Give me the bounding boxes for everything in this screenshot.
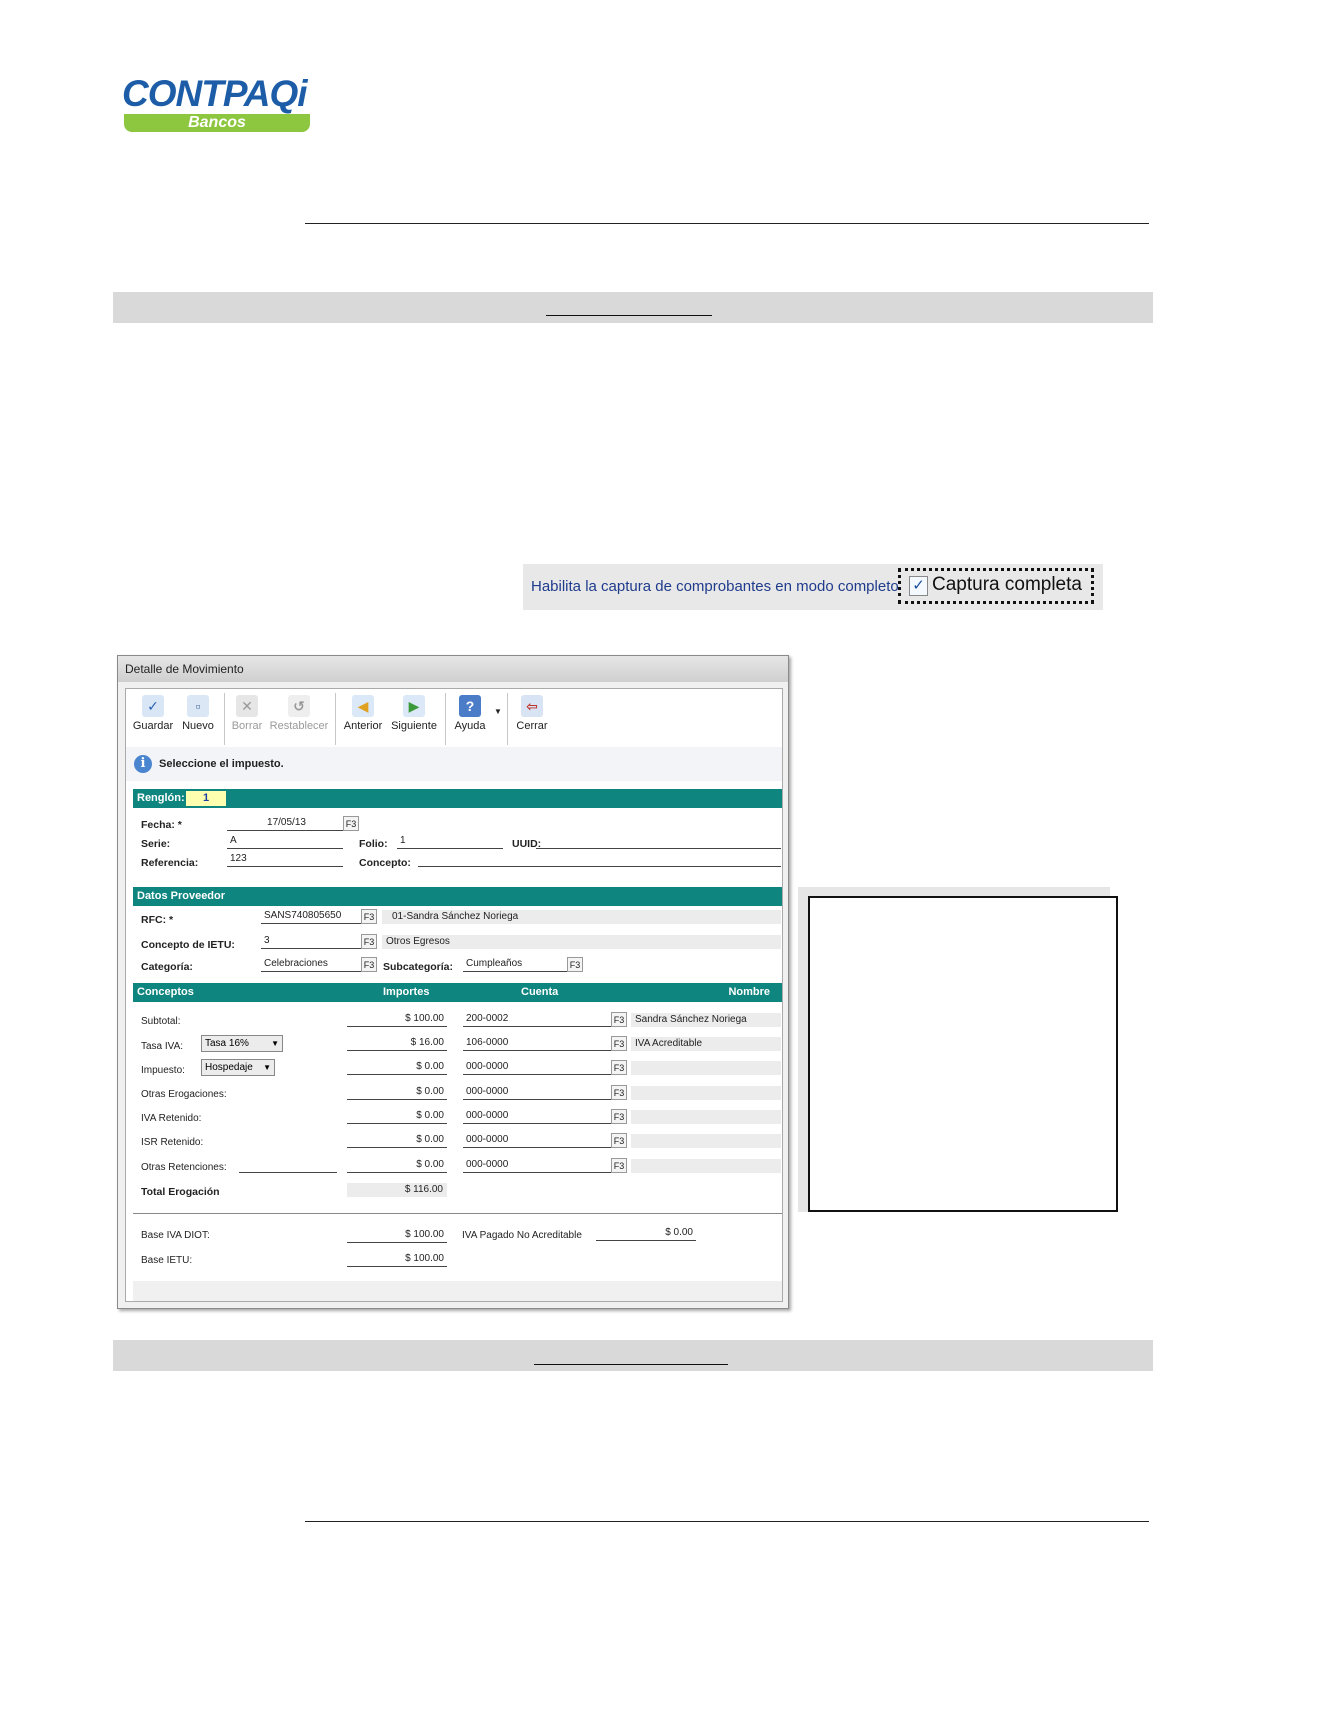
total-erogacion-label: Total Erogación: [141, 1186, 220, 1198]
captura-completa-checkbox[interactable]: ✓: [909, 576, 928, 596]
otras-erogaciones-f3-button[interactable]: F3: [611, 1085, 627, 1100]
renglon-value: 1: [186, 791, 226, 806]
serie-field[interactable]: A: [227, 834, 343, 849]
isr-retenido-nombre: [631, 1134, 781, 1148]
otras-retenciones-cuenta[interactable]: 000-0000: [463, 1158, 611, 1173]
impuesto-cuenta[interactable]: 000-0000: [463, 1060, 611, 1075]
toolbar-separator: [224, 693, 225, 745]
iva-retenido-f3-button[interactable]: F3: [611, 1109, 627, 1124]
otras-erogaciones-label: Otras Erogaciones:: [141, 1089, 227, 1100]
hint-text: Habilita la captura de comprobantes en modo completo: [531, 578, 899, 595]
cerrar-button[interactable]: ⇦ Cerrar: [512, 695, 552, 743]
logo-product: Bancos: [124, 114, 310, 132]
rfc-label: RFC: *: [141, 914, 174, 926]
concepto-ietu-nombre: Otros Egresos: [382, 935, 781, 949]
categoria-f3-button[interactable]: F3: [361, 957, 377, 972]
captura-completa-option[interactable]: [898, 568, 1094, 604]
exit-icon: ⇦: [521, 695, 543, 717]
folio-label: Folio:: [359, 838, 388, 850]
fecha-label: Fecha: *: [141, 819, 182, 831]
impuesto-label: Impuesto:: [141, 1065, 185, 1076]
tasa-iva-select[interactable]: Tasa 16% ▼: [201, 1035, 283, 1052]
otras-retenciones-importe[interactable]: $ 0.00: [347, 1158, 447, 1173]
subcategoria-label: Subcategoría:: [383, 961, 454, 973]
subtotal-f3-button[interactable]: F3: [611, 1012, 627, 1027]
footer-rule: [305, 1521, 1149, 1522]
iva-cuenta[interactable]: 106-0000: [463, 1036, 611, 1051]
base-ietu-label: Base IETU:: [141, 1255, 193, 1266]
otras-erogaciones-cuenta[interactable]: 000-0000: [463, 1085, 611, 1100]
fecha-f3-button[interactable]: F3: [343, 816, 359, 831]
rfc-nombre: 01-Sandra Sánchez Noriega: [382, 910, 781, 924]
impuesto-f3-button[interactable]: F3: [611, 1060, 627, 1075]
iva-retenido-cuenta[interactable]: 000-0000: [463, 1109, 611, 1124]
otras-retenciones-nombre: [631, 1159, 781, 1173]
toolbar-separator: [335, 693, 336, 745]
subtotal-label: Subtotal:: [141, 1016, 181, 1027]
siguiente-button[interactable]: ▶ Siguiente: [388, 695, 440, 743]
base-iva-diot-field[interactable]: $ 100.00: [347, 1228, 447, 1243]
window-title: Detalle de Movimiento: [118, 656, 788, 682]
info-icon: i: [134, 755, 152, 773]
ayuda-button[interactable]: ? Ayuda: [450, 695, 490, 743]
restablecer-button[interactable]: ↺ Restablecer: [268, 695, 330, 743]
iva-f3-button[interactable]: F3: [611, 1036, 627, 1051]
info-message-text: Seleccione el impuesto.: [159, 758, 284, 770]
base-ietu-field[interactable]: $ 100.00: [347, 1252, 447, 1267]
otras-erogaciones-nombre: [631, 1086, 781, 1100]
renglon-header: Renglón: 1: [133, 789, 782, 808]
logo-brand-i: i: [297, 73, 307, 114]
otras-retenciones-f3-button[interactable]: F3: [611, 1158, 627, 1173]
subtotal-nombre: Sandra Sánchez Noriega: [631, 1013, 781, 1027]
toolbar-separator: [445, 693, 446, 745]
concepto-field[interactable]: [418, 852, 781, 867]
logo-brand: CONTPAQ: [122, 73, 298, 114]
tasa-iva-label: Tasa IVA:: [141, 1041, 184, 1052]
subcategoria-field[interactable]: Cumpleaños: [463, 957, 567, 972]
header-rule: [305, 223, 1149, 224]
isr-retenido-label: ISR Retenido:: [141, 1137, 204, 1148]
impuesto-select[interactable]: Hospedaje ▼: [201, 1059, 275, 1076]
subtotal-cuenta[interactable]: 200-0002: [463, 1012, 611, 1027]
ietu-f3-button[interactable]: F3: [361, 934, 377, 949]
conceptos-header: Conceptos Importes Cuenta Nombre: [133, 983, 782, 1002]
delete-icon: ✕: [236, 695, 258, 717]
impuesto-nombre: [631, 1061, 781, 1075]
concepto-ietu-label: Concepto de IETU:: [141, 939, 235, 951]
referencia-label: Referencia:: [141, 857, 199, 869]
anterior-button[interactable]: ◀ Anterior: [340, 695, 386, 743]
chevron-down-icon: ▼: [263, 1063, 271, 1072]
arrow-left-icon: ◀: [352, 695, 374, 717]
new-document-icon: ▫: [187, 695, 209, 717]
referencia-field[interactable]: 123: [227, 852, 343, 867]
iva-retenido-label: IVA Retenido:: [141, 1113, 202, 1124]
folio-field[interactable]: 1: [397, 834, 503, 849]
iva-importe[interactable]: $ 16.00: [347, 1036, 447, 1051]
band-underline: [546, 315, 712, 316]
section-band-top: [113, 292, 1153, 323]
iva-retenido-importe[interactable]: $ 0.00: [347, 1109, 447, 1124]
captura-completa-label: Captura completa: [932, 574, 1082, 595]
guardar-button[interactable]: ✓ Guardar: [131, 695, 175, 743]
uuid-field[interactable]: [536, 834, 781, 849]
impuesto-importe[interactable]: $ 0.00: [347, 1060, 447, 1075]
window-body: [125, 688, 783, 1302]
ayuda-dropdown-icon[interactable]: ▼: [494, 707, 502, 716]
base-iva-diot-label: Base IVA DIOT:: [141, 1230, 210, 1241]
captura-completa-hint: [523, 564, 1103, 610]
fecha-field[interactable]: 17/05/13: [227, 816, 343, 831]
iva-no-acreditable-field[interactable]: $ 0.00: [596, 1226, 696, 1241]
note-box: [808, 896, 1118, 1212]
rfc-f3-button[interactable]: F3: [361, 909, 377, 924]
contpaqi-bancos-logo: [122, 74, 342, 136]
otras-erogaciones-importe[interactable]: $ 0.00: [347, 1085, 447, 1100]
total-erogacion-value: $ 116.00: [347, 1183, 447, 1197]
undo-icon: ↺: [288, 695, 310, 717]
borrar-button[interactable]: ✕ Borrar: [228, 695, 266, 743]
iva-nombre: IVA Acreditable: [631, 1037, 781, 1051]
band-underline: [534, 1364, 728, 1365]
concepto-ietu-field[interactable]: 3: [261, 934, 361, 949]
uuid-label: UUID:: [512, 838, 542, 850]
iva-retenido-nombre: [631, 1110, 781, 1124]
chevron-down-icon: ▼: [271, 1039, 279, 1048]
nuevo-button[interactable]: ▫ Nuevo: [178, 695, 218, 743]
datos-proveedor-header: Datos Proveedor: [133, 887, 782, 906]
concepto-label: Concepto:: [359, 857, 411, 869]
serie-label: Serie:: [141, 838, 171, 850]
divider: [133, 1213, 782, 1214]
toolbar-separator: [507, 693, 508, 745]
help-icon: ?: [459, 695, 481, 717]
detalle-movimiento-window: [117, 655, 789, 1309]
info-message: [126, 747, 782, 781]
isr-retenido-cuenta[interactable]: 000-0000: [463, 1133, 611, 1148]
subtotal-importe[interactable]: $ 100.00: [347, 1012, 447, 1027]
rfc-field[interactable]: SANS740805650: [261, 909, 361, 924]
isr-retenido-importe[interactable]: $ 0.00: [347, 1133, 447, 1148]
isr-retenido-f3-button[interactable]: F3: [611, 1133, 627, 1148]
subcategoria-f3-button[interactable]: F3: [567, 957, 583, 972]
otras-retenciones-extra-field[interactable]: [239, 1158, 337, 1173]
section-band-bottom: [113, 1340, 1153, 1371]
otras-retenciones-label: Otras Retenciones:: [141, 1162, 227, 1173]
arrow-right-icon: ▶: [403, 695, 425, 717]
categoria-field[interactable]: Celebraciones: [261, 957, 361, 972]
iva-no-acreditable-label: IVA Pagado No Acreditable: [462, 1230, 582, 1241]
window-footer: [133, 1281, 782, 1301]
check-icon: ✓: [142, 695, 164, 717]
categoria-label: Categoría:: [141, 961, 193, 973]
